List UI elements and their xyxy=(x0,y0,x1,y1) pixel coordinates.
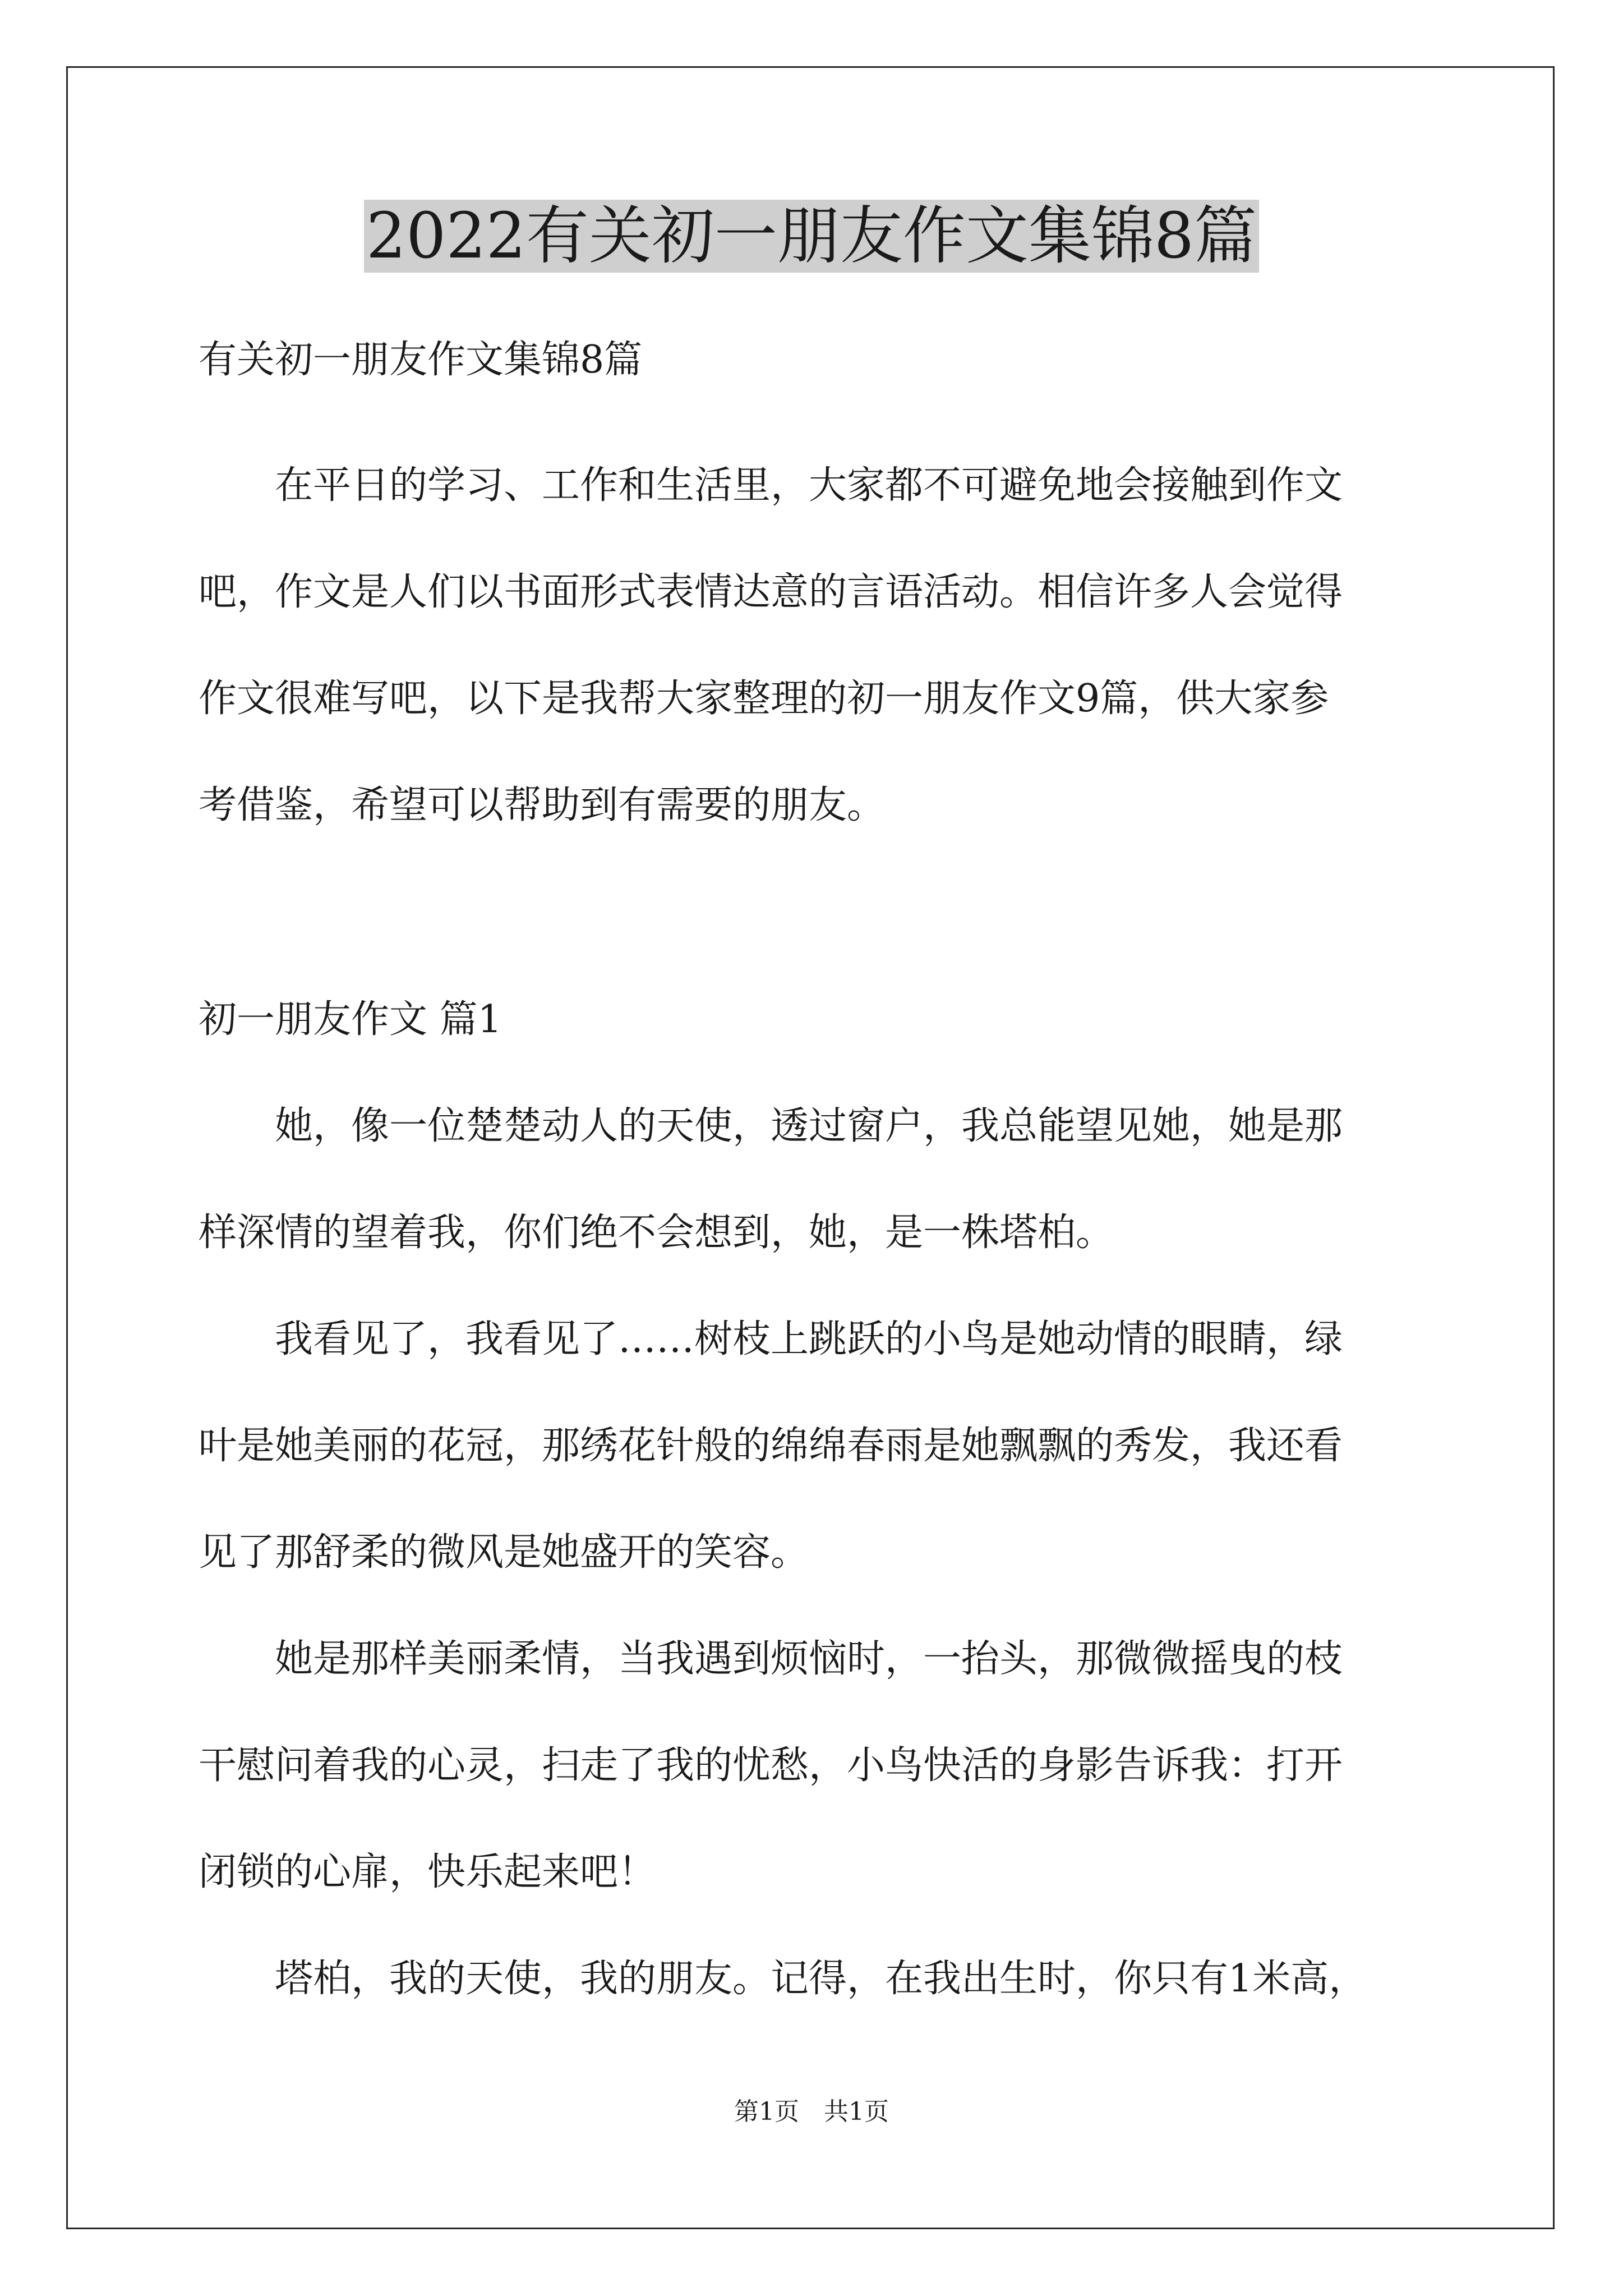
intro-line-3: 作文很难写吧，以下是我帮大家整理的初一朋友作文9篇，供大家参 xyxy=(199,677,1329,721)
body-line-6: 她是那样美丽柔情，当我遇到烦恼时，一抬头，那微微摇曳的枝 xyxy=(199,1637,1343,1681)
body-line-3: 我看见了，我看见了……树枝上跳跃的小鸟是她动情的眼睛，绿 xyxy=(199,1317,1343,1361)
section-heading: 初一朋友作文 篇1 xyxy=(199,997,502,1042)
intro-line-2: 吧，作文是人们以书面形式表情达意的言语活动。相信许多人会觉得 xyxy=(199,570,1343,614)
document-title xyxy=(0,194,1623,278)
body-line-7: 干慰问着我的心灵，扫走了我的忧愁，小鸟快活的身影告诉我：打开 xyxy=(199,1743,1343,1788)
page-footer: 第1页 共1页 xyxy=(734,2097,889,2126)
intro-line-1: 在平日的学习、工作和生活里，大家都不可避免地会接触到作文 xyxy=(199,463,1343,508)
body-line-1: 她，像一位楚楚动人的天使，透过窗户，我总能望见她，她是那 xyxy=(199,1104,1343,1148)
body-line-4: 叶是她美丽的花冠，那绣花针般的绵绵春雨是她飘飘的秀发，我还看 xyxy=(199,1424,1343,1468)
intro-line-4: 考借鉴，希望可以帮助到有需要的朋友。 xyxy=(199,783,886,827)
body-line-9: 塔柏，我的天使，我的朋友。记得，在我出生时，你只有1米高， xyxy=(199,1957,1367,2001)
body-line-2: 样深情的望着我，你们绝不会想到，她，是一株塔柏。 xyxy=(199,1211,1114,1255)
document-title-text: 2022有关初一朋友作文集锦8篇 xyxy=(364,200,1259,273)
body-line-8: 闭锁的心扉，快乐起来吧！ xyxy=(199,1850,657,1894)
subtitle: 有关初一朋友作文集锦8篇 xyxy=(199,338,643,382)
body-line-5: 见了那舒柔的微风是她盛开的笑容。 xyxy=(199,1530,809,1575)
